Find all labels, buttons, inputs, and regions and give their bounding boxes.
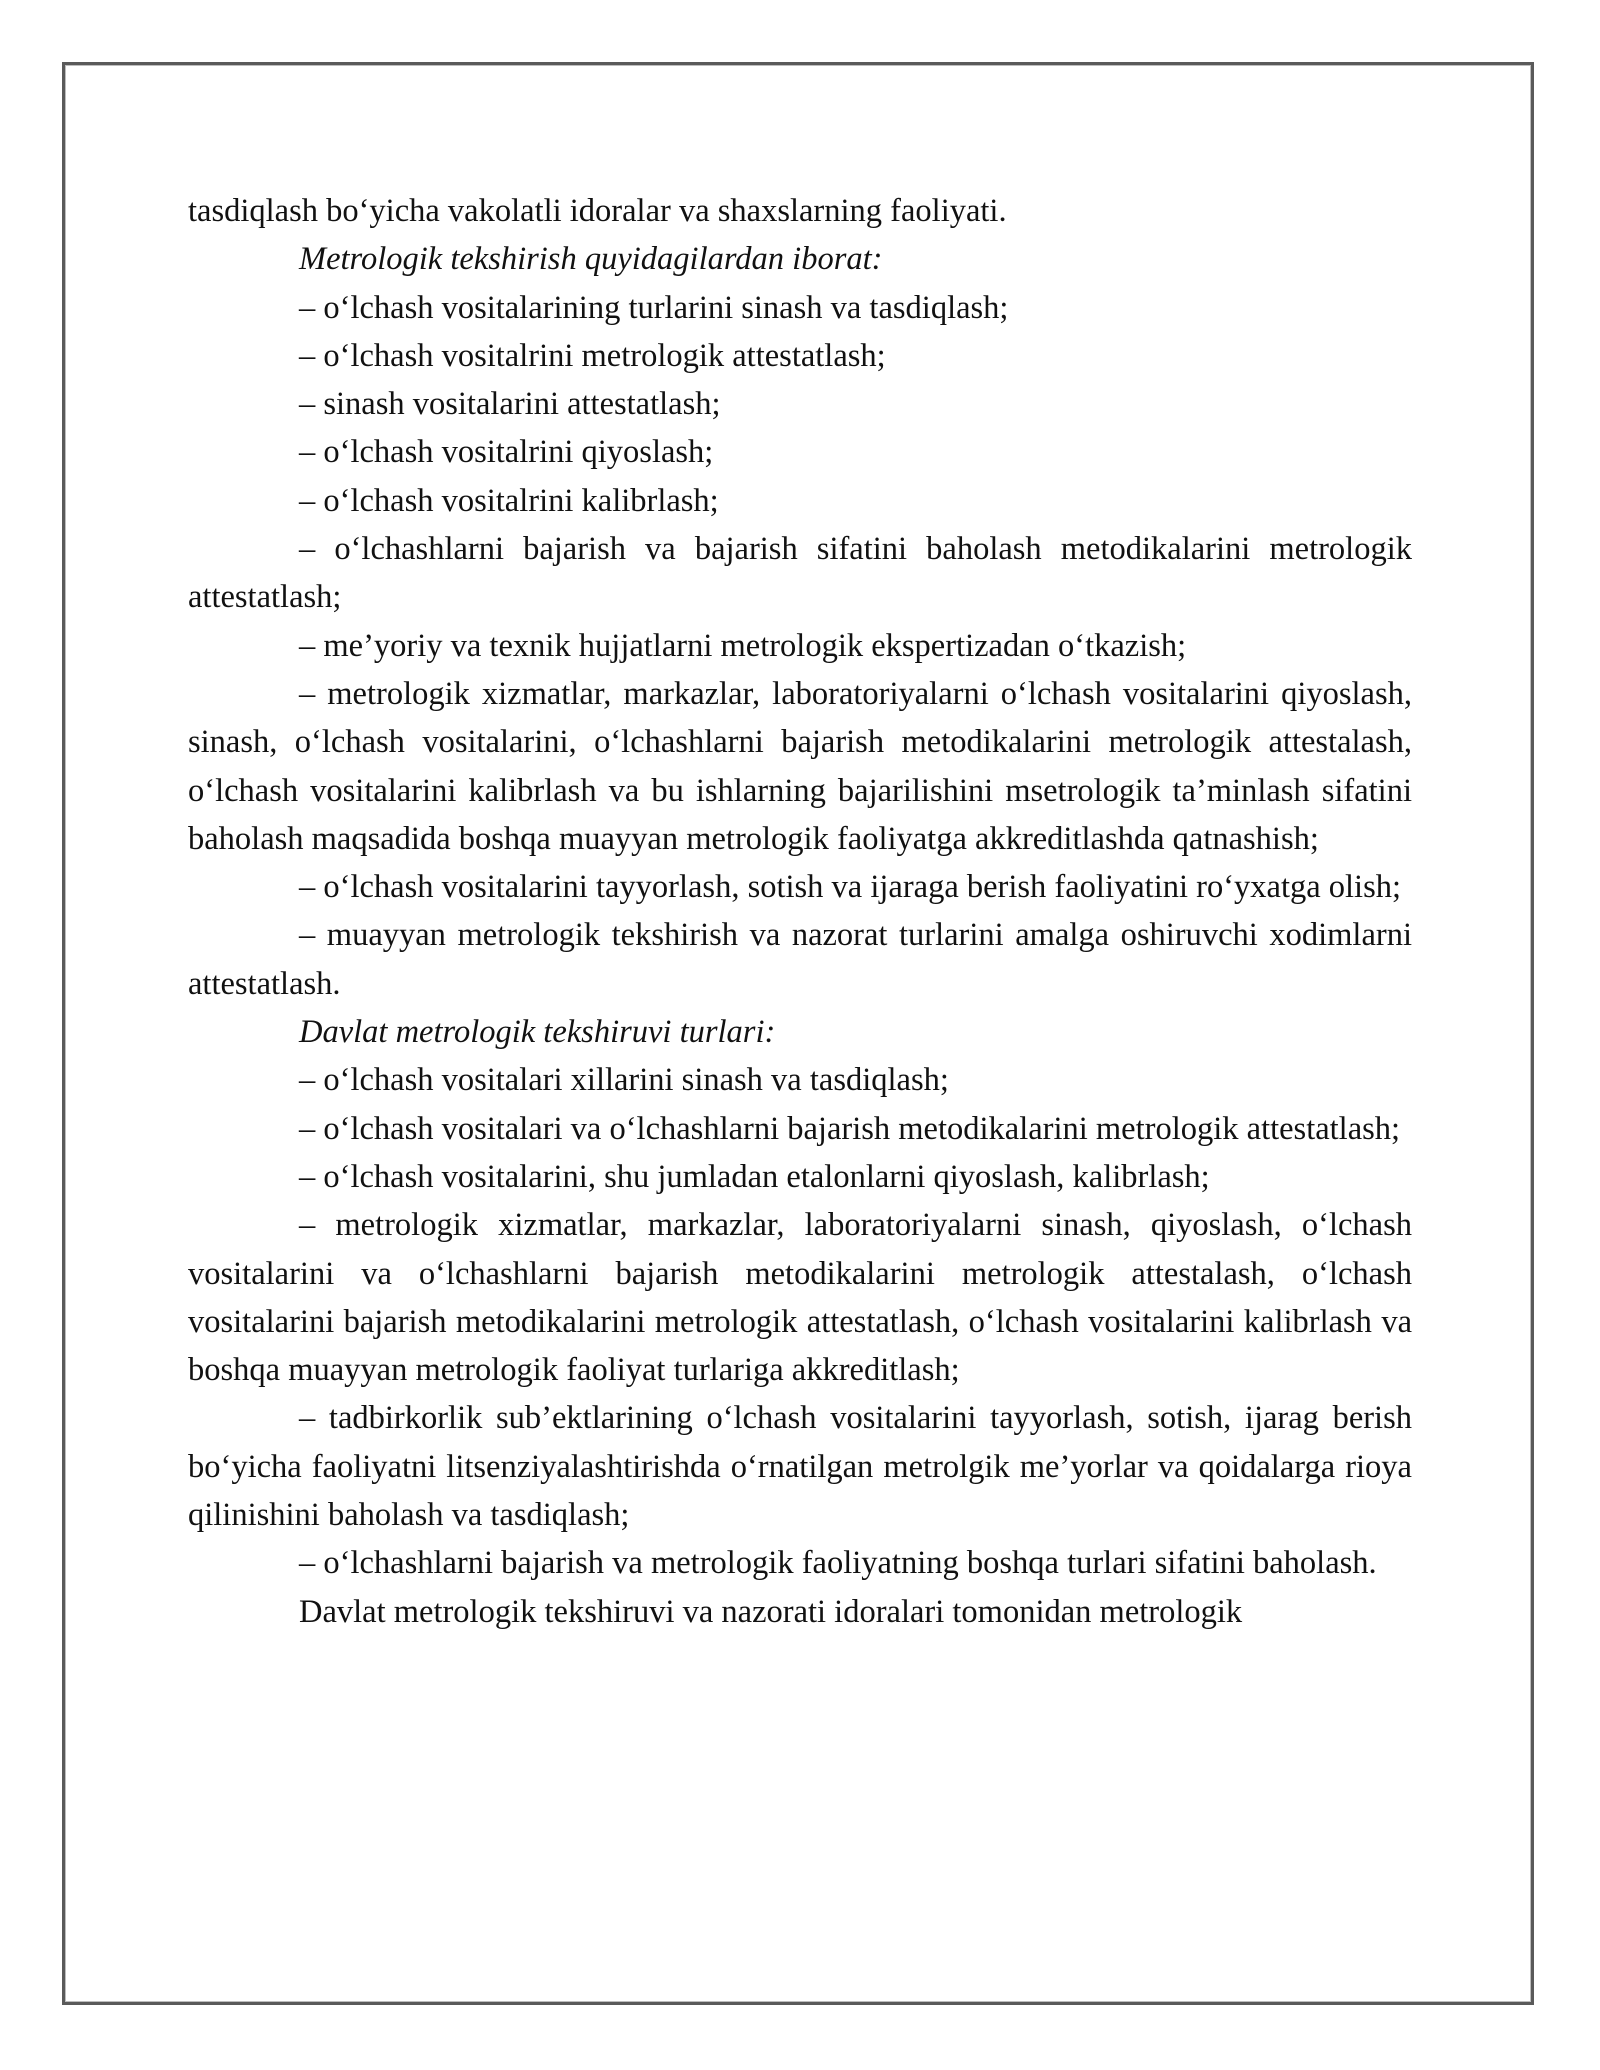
- list-item: – muayyan metrologik tekshirish va nazorat turlarini amalga oshiruvchi xodimlarni attestatlash.: [188, 917, 1412, 1002]
- list-item: – o‘lchash vositalrini kalibrlash;: [299, 482, 719, 519]
- paragraph-continuation: tasdiqlash bo‘yicha vakolatli idoralar va shaxslarning faoliyati.: [188, 193, 1007, 229]
- list-item: – o‘lchash vositalarini, shu jumladan etalonlarni qiyoslash, kalibrlash;: [299, 1158, 1210, 1195]
- list-item: – o‘lchashlarni bajarish va metrologik faoliyatning boshqa turlari sifatini baholash.: [299, 1545, 1377, 1582]
- list-item: – o‘lchash vositalarini tayyorlash, sotish va ijaraga berish faoliyatini ro‘yxatga olish;: [299, 869, 1402, 906]
- list-item: – o‘lchash vositalrini qiyoslash;: [299, 434, 714, 471]
- section-heading-metrological-inspection: Metrologik tekshirish quyidagilardan iborat:: [299, 241, 883, 278]
- document-body: [188, 187, 1412, 1636]
- list-item: – o‘lchash vositalarining turlarini sinash va tasdiqlash;: [299, 289, 1009, 326]
- paragraph-final: Davlat metrologik tekshiruvi va nazorati idoralari tomonidan metrologik: [299, 1593, 1243, 1630]
- section-heading-state-inspection-types: Davlat metrologik tekshiruvi turlari:: [299, 1014, 776, 1051]
- list-item: – metrologik xizmatlar, markazlar, laboratoriyalarni sinash, qiyoslash, o‘lchash vositalarini va o‘lchashlarni bajarish metodikalarini metrologik attestalash, o‘lchash vositalarini bajarish metodikalarini metrologik attestatlash, o‘lchash vositalarini kalibrlash va boshqa muayyan metrologik faoliyat turlariga akkreditlash;: [188, 1207, 1412, 1389]
- list-item: – o‘lchash vositalari xillarini sinash va tasdiqlash;: [299, 1062, 949, 1099]
- list-item: – me’yoriy va texnik hujjatlarni metrologik ekspertizadan o‘tkazish;: [299, 627, 1187, 664]
- list-item: – tadbirkorlik sub’ektlarining o‘lchash vositalarini tayyorlash, sotish, ijarag berish bo‘yicha faoliyatni litsenziyalashtirishda o‘rnatilgan metrolgik me’yorlar va qoidalarga rioya qilinishini baholash va tasdiqlash;: [188, 1400, 1412, 1534]
- list-item: – o‘lchash vositalrini metrologik attestatlash;: [299, 337, 886, 374]
- list-item: – o‘lchash vositalari va o‘lchashlarni bajarish metodikalarini metrologik attestatlash;: [299, 1110, 1401, 1147]
- list-item: – sinash vositalarini attestatlash;: [299, 386, 721, 423]
- list-item: – metrologik xizmatlar, markazlar, laboratoriyalarni o‘lchash vositalarini qiyoslash, sinash, o‘lchash vositalarini, o‘lchashlarni bajarish metodikalarini metrologik attestalash, o‘lchash vositalarini kalibrlash va bu ishlarning bajarilishini msetrologik ta’minlash sifatini baholash maqsadida boshqa muayyan metrologik faoliyatga akkreditlashda qatnashish;: [188, 675, 1412, 857]
- list-item: – o‘lchashlarni bajarish va bajarish sifatini baholash metodikalarini metrologik attestatlash;: [188, 531, 1412, 616]
